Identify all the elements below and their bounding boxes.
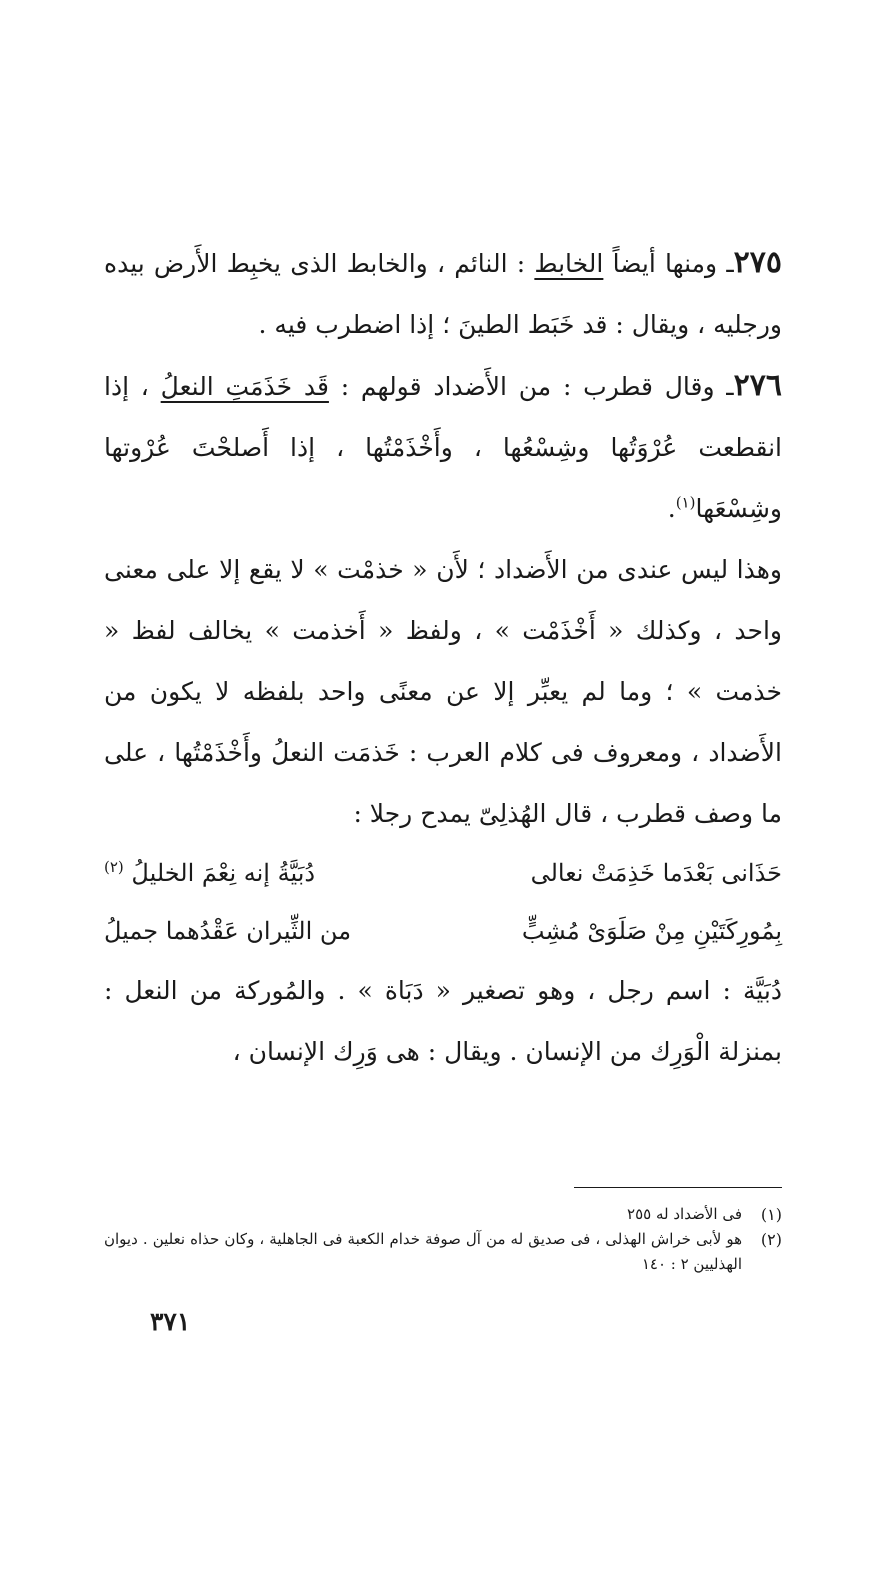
footnote-mark: (١) bbox=[760, 1205, 782, 1224]
footnote-separator bbox=[574, 1187, 782, 1188]
poem bbox=[104, 844, 782, 960]
verse-first-half: بِمُورِكَتَيْنِ مِنْ صَلَوَىْ مُشِبٍّ bbox=[521, 917, 782, 945]
verse-second-half: من الثِّيران عَقْدُهما جميلُ bbox=[104, 917, 352, 945]
verse-second-half bbox=[104, 844, 315, 902]
commentary-paragraph: وهذا ليس عندى من الأَضداد ؛ لأَن « خذمْت » لا يقع إلا على معنى واحد ، وكذلك « أَخْذَمْت » ، ولفظ « أَخذمت » يخالف لفظ « خذمت » ؛ وما لم يعبِّر إلا عن معنًى واحد بلفظه لا يكون من الأَضداد ، ومعروف فى كلام العرب : خَذمَت النعلُ وأَخْذَمْتُها ، على ما وصف قطرب ، قال الهُذلِىّ يمدح رجلا : bbox=[104, 555, 782, 828]
verse-second-half-text: دُبَيَّةُ إنه نِعْمَ الخليلُ bbox=[131, 859, 316, 887]
entry-number: ٢٧٥ bbox=[733, 245, 782, 280]
footnote-ref: (٢) bbox=[104, 858, 124, 876]
closing-paragraph: دُبَيَّة : اسم رجل ، وهو تصغير « دَبَاة » . والمُوركة من النعل : بمنزلة الْوَرِك من الإنسان . ويقال : هى وَرِك الإنسان ، bbox=[104, 976, 782, 1066]
entry-276 bbox=[104, 355, 782, 539]
main-text bbox=[104, 232, 782, 1082]
headword: قَد خَذَمَتِ النعلُ bbox=[160, 372, 329, 401]
headword: الخابط bbox=[534, 249, 604, 278]
entry-end: . bbox=[667, 494, 676, 523]
entry-intro: ـ وقال قطرب : من الأَضداد قولهم : bbox=[328, 372, 734, 401]
footnote-text: فى الأضداد له ٢٥٥ bbox=[627, 1205, 742, 1223]
entry-275 bbox=[104, 232, 782, 355]
entry-number: ٢٧٦ bbox=[733, 368, 782, 403]
poem-verse bbox=[104, 902, 782, 960]
footnote bbox=[104, 1227, 782, 1277]
footnotes bbox=[104, 1202, 782, 1277]
footnote-ref: (١) bbox=[675, 493, 696, 512]
footnote bbox=[104, 1202, 782, 1227]
page-number: ٣٧١ bbox=[150, 1307, 191, 1336]
entry-intro: ـ ومنها أيضاً bbox=[603, 249, 734, 278]
footnote-text: هو لأبى خراش الهذلى ، فى صديق له من آل صوفة خدام الكعبة فى الجاهلية ، وكان حذاه نعلين . ديوان الهذليين ٢ : ١٤٠ bbox=[104, 1230, 742, 1273]
entry-text: ، إذا انقطعت عُرْوَتُها وشِسْعُها ، وأَخْذَمْتُها ، إذا أَصلحْتَ عُرْوتها وشِسْعَها bbox=[104, 372, 782, 523]
verse-first-half: حَذَانى بَعْدَما خَذِمَتْ نعالى bbox=[530, 859, 782, 887]
footnote-mark: (٢) bbox=[760, 1230, 782, 1249]
entry-text: : النائم ، والخابط الذى يخبِط الأَرض بيده ورجليه ، ويقال : قد خَبَط الطينَ ؛ إذا اضطرب فيه . bbox=[104, 249, 782, 339]
poem-verse bbox=[104, 844, 782, 902]
